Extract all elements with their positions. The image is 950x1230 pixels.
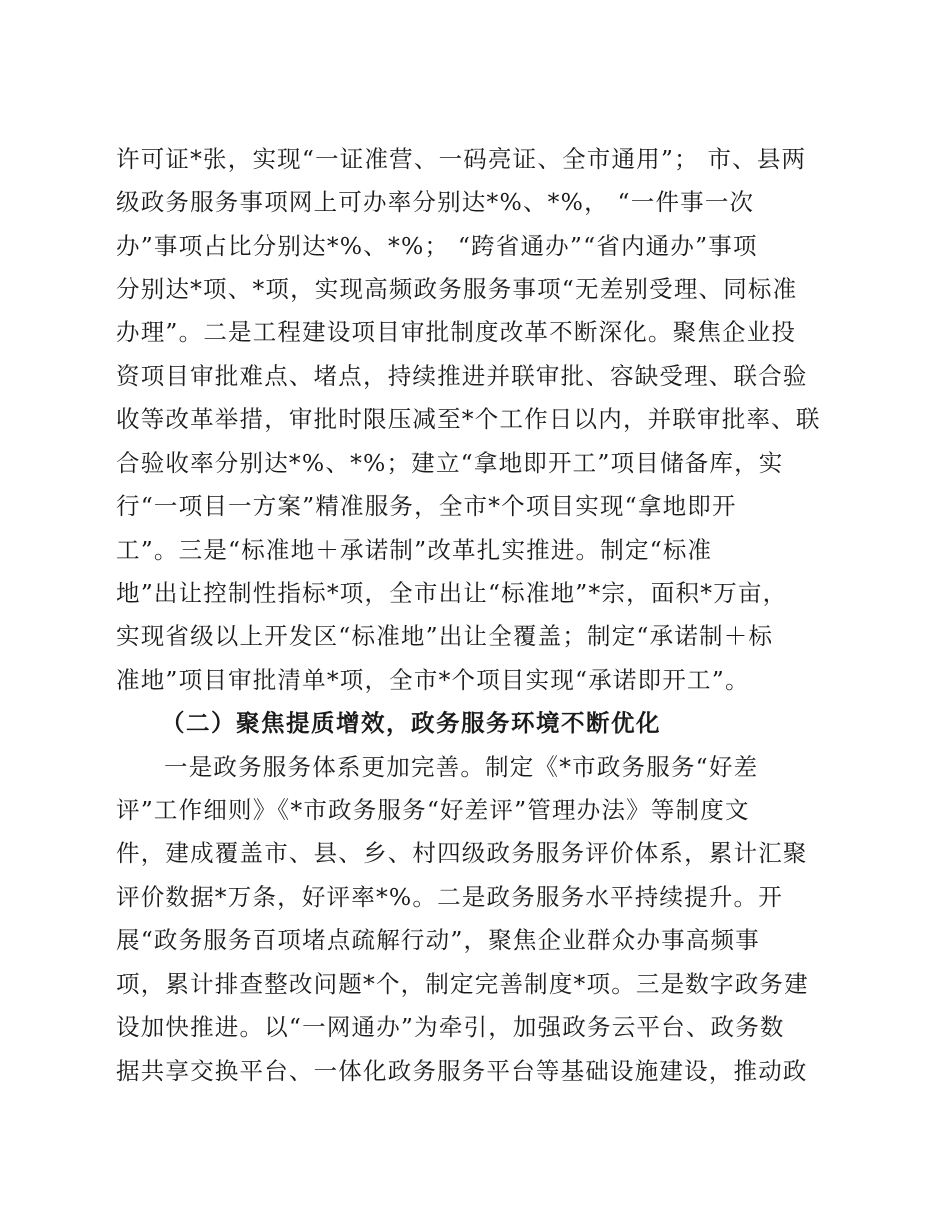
paragraph-line: 一是政务服务体系更加完善。制定《*市政务服务“好差 [164, 753, 759, 781]
section-heading: （二）聚焦提质增效，政务服务环境不断优化 [161, 709, 661, 737]
paragraph-line: 展“政务服务百项堵点疏解行动”，聚焦企业群众办事高频事 [116, 926, 760, 954]
paragraph-line: 件，建成覆盖市、县、乡、村四级政务服务评价体系，累计汇聚 [116, 839, 808, 867]
paragraph-line: 项，累计排查整改问题*个，制定完善制度*项。三是数字政务建 [116, 970, 809, 998]
paragraph-line: 地”出让控制性指标*项，全市出让“标准地”*宗，面积*万亩， [116, 579, 788, 607]
paragraph-line: 办”事项占比分别达*%、*%； “跨省通办”“省内通办”事项 [116, 232, 758, 260]
paragraph-line: 许可证*张，实现“一证准营、一码亮证、全市通用”； 市、县两 [116, 145, 807, 173]
paragraph-line: 办理”。二是工程建设项目审批制度改革不断深化。聚焦企业投 [116, 318, 797, 346]
paragraph-line: 合验收率分别达*%、*%；建立“拿地即开工”项目储备库，实 [116, 449, 784, 477]
paragraph-line: 资项目审批难点、堵点，持续推进并联审批、容缺受理、联合验 [116, 362, 808, 390]
paragraph-line: 分别达*项、*项，实现高频政务服务事项“无差别受理、同标准 [116, 275, 798, 303]
paragraph-line: 级政务服务事项网上可办率分别达*%、*%， “一件事一次 [116, 188, 755, 216]
paragraph-line: 行“一项目一方案”精准服务，全市*个项目实现“拿地即开 [116, 492, 737, 520]
paragraph-line: 工”。三是“标准地＋承诺制”改革扎实推进。制定“标准 [116, 536, 713, 564]
paragraph-line: 据共享交换平台、一体化政务服务平台等基础设施建设，推动政 [116, 1057, 808, 1085]
paragraph-line: 评价数据*万条，好评率*%。二是政务服务水平持续提升。开 [116, 883, 783, 911]
paragraph-line: 实现省级以上开发区“标准地”出让全覆盖；制定“承诺制＋标 [116, 622, 774, 650]
paragraph-line: 收等改革举措，审批时限压减至*个工作日以内，并联审批率、联 [116, 405, 821, 433]
paragraph-line: 准地”项目审批清单*项，全市*个项目实现“承诺即开工”。 [116, 666, 750, 694]
paragraph-line: 设加快推进。以“一网通办”为牵引，加强政务云平台、政务数 [116, 1013, 785, 1041]
paragraph-line: 评”工作细则》《*市政务服务“好差评”管理办法》等制度文 [116, 796, 750, 824]
